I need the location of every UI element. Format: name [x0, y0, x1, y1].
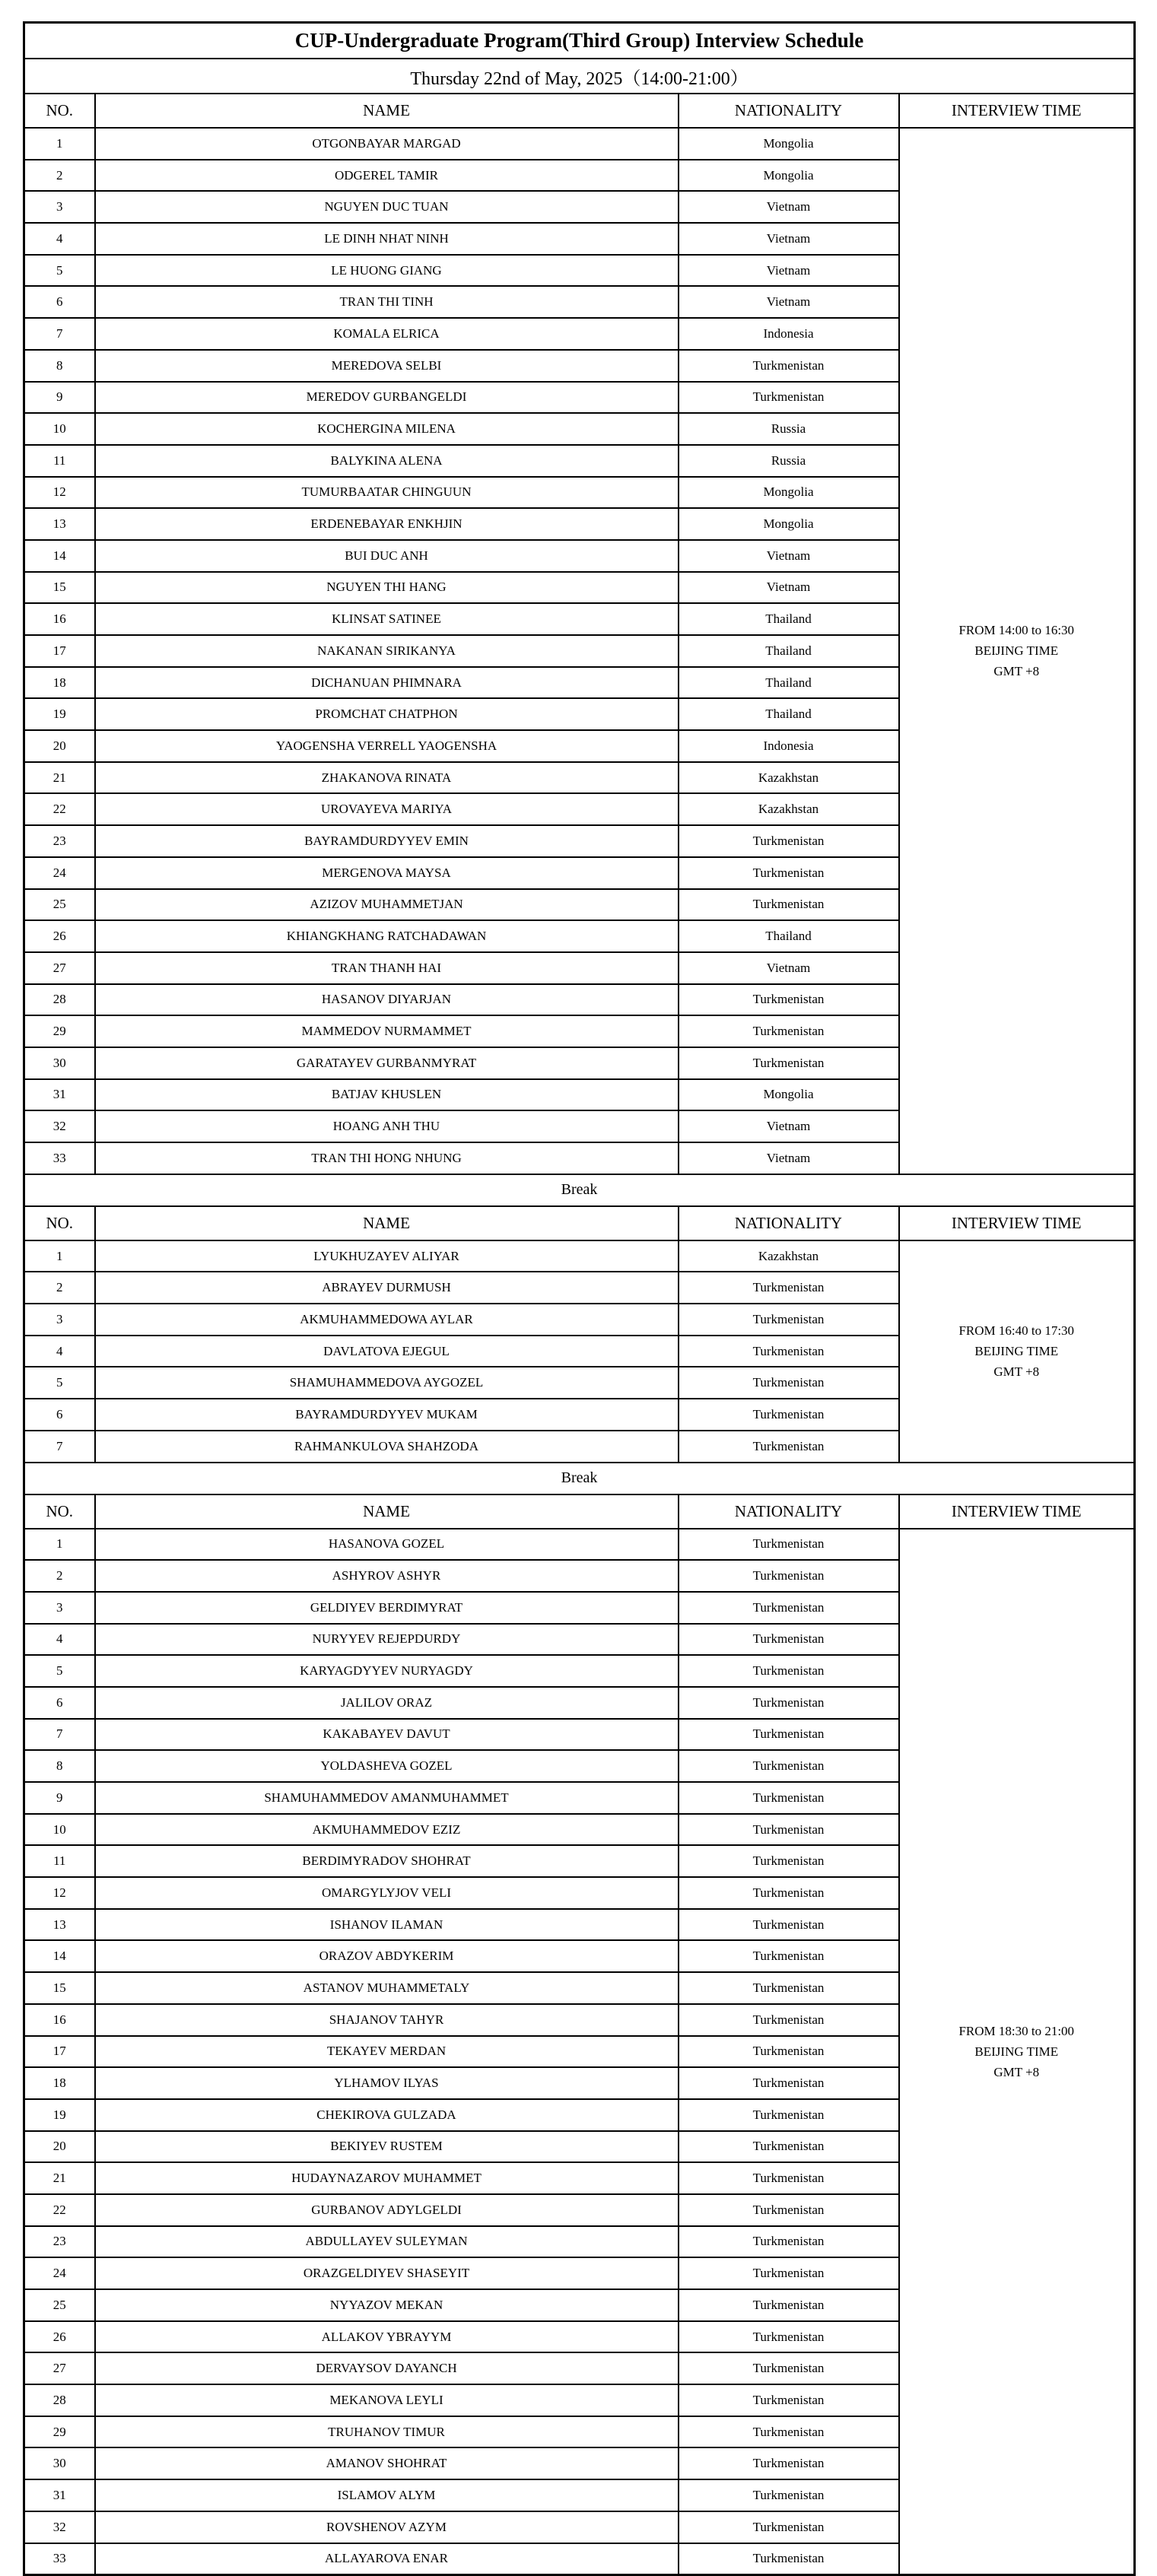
cell-nationality: Turkmenistan: [679, 825, 899, 857]
cell-no: 27: [24, 952, 95, 984]
cell-nationality: Turkmenistan: [679, 1814, 899, 1846]
cell-no: 10: [24, 413, 95, 445]
cell-nationality: Turkmenistan: [679, 1750, 899, 1782]
cell-nationality: Turkmenistan: [679, 2226, 899, 2258]
col-header-interview-time: INTERVIEW TIME: [899, 1494, 1135, 1529]
cell-name: NAKANAN SIRIKANYA: [95, 635, 679, 667]
col-header-name: NAME: [95, 1494, 679, 1529]
cell-nationality: Turkmenistan: [679, 1940, 899, 1972]
cell-nationality: Kazakhstan: [679, 793, 899, 825]
cell-nationality: Russia: [679, 413, 899, 445]
break-row: [24, 1174, 1135, 1206]
cell-name: PROMCHAT CHATPHON: [95, 698, 679, 730]
cell-no: 15: [24, 1972, 95, 2004]
cell-name: BUI DUC ANH: [95, 540, 679, 572]
cell-nationality: Turkmenistan: [679, 2194, 899, 2226]
cell-name: HUDAYNAZAROV MUHAMMET: [95, 2162, 679, 2194]
break-row: [24, 1463, 1135, 1494]
cell-name: MEREDOV GURBANGELDI: [95, 382, 679, 414]
cell-no: 3: [24, 1304, 95, 1336]
cell-nationality: Vietnam: [679, 952, 899, 984]
cell-no: 2: [24, 160, 95, 192]
cell-nationality: Turkmenistan: [679, 1047, 899, 1079]
cell-name: HOANG ANH THU: [95, 1110, 679, 1142]
cell-no: 33: [24, 2543, 95, 2575]
cell-no: 9: [24, 1782, 95, 1814]
cell-nationality: Turkmenistan: [679, 1560, 899, 1592]
cell-no: 33: [24, 1142, 95, 1174]
cell-name: ZHAKANOVA RINATA: [95, 762, 679, 794]
cell-nationality: Thailand: [679, 698, 899, 730]
cell-nationality: Turkmenistan: [679, 1336, 899, 1367]
cell-nationality: Turkmenistan: [679, 2257, 899, 2289]
cell-no: 7: [24, 1719, 95, 1751]
cell-name: BEKIYEV RUSTEM: [95, 2131, 679, 2163]
schedule-title: CUP-Undergraduate Program(Third Group) Interview Schedule: [24, 23, 1135, 59]
cell-nationality: Turkmenistan: [679, 1845, 899, 1877]
cell-no: 25: [24, 889, 95, 921]
cell-nationality: Turkmenistan: [679, 2543, 899, 2575]
cell-name: ORAZGELDIYEV SHASEYIT: [95, 2257, 679, 2289]
cell-no: 13: [24, 1909, 95, 1941]
cell-nationality: Turkmenistan: [679, 1782, 899, 1814]
cell-no: 30: [24, 2447, 95, 2479]
cell-no: 31: [24, 1079, 95, 1111]
cell-name: ABDULLAYEV SULEYMAN: [95, 2226, 679, 2258]
cell-name: AMANOV SHOHRAT: [95, 2447, 679, 2479]
cell-no: 30: [24, 1047, 95, 1079]
col-header-interview-time: INTERVIEW TIME: [899, 94, 1135, 128]
header-row: [24, 1494, 1135, 1529]
cell-name: TRUHANOV TIMUR: [95, 2416, 679, 2448]
cell-no: 29: [24, 2416, 95, 2448]
cell-no: 26: [24, 2321, 95, 2353]
cell-no: 5: [24, 1367, 95, 1399]
cell-no: 16: [24, 603, 95, 635]
cell-nationality: Turkmenistan: [679, 2479, 899, 2511]
cell-no: 2: [24, 1560, 95, 1592]
cell-no: 32: [24, 2511, 95, 2543]
cell-name: OTGONBAYAR MARGAD: [95, 128, 679, 160]
cell-nationality: Turkmenistan: [679, 1719, 899, 1751]
cell-nationality: Turkmenistan: [679, 350, 899, 382]
cell-name: NURYYEV REJEPDURDY: [95, 1624, 679, 1656]
cell-no: 13: [24, 508, 95, 540]
break-row-label: Break: [24, 1174, 1135, 1206]
cell-name: GURBANOV ADYLGELDI: [95, 2194, 679, 2226]
cell-nationality: Indonesia: [679, 318, 899, 350]
cell-name: TUMURBAATAR CHINGUUN: [95, 477, 679, 509]
cell-no: 12: [24, 1877, 95, 1909]
cell-nationality: Turkmenistan: [679, 1272, 899, 1304]
cell-no: 14: [24, 540, 95, 572]
cell-name: LE HUONG GIANG: [95, 255, 679, 287]
col-header-no: NO.: [24, 1206, 95, 1240]
cell-no: 20: [24, 730, 95, 762]
cell-no: 4: [24, 1624, 95, 1656]
cell-name: ASTANOV MUHAMMETALY: [95, 1972, 679, 2004]
cell-nationality: Turkmenistan: [679, 1972, 899, 2004]
cell-nationality: Turkmenistan: [679, 2352, 899, 2384]
cell-no: 28: [24, 2384, 95, 2416]
cell-no: 6: [24, 286, 95, 318]
table-row: [24, 1529, 1135, 1561]
cell-name: TRAN THANH HAI: [95, 952, 679, 984]
cell-nationality: Mongolia: [679, 477, 899, 509]
cell-no: 16: [24, 2004, 95, 2036]
cell-name: AZIZOV MUHAMMETJAN: [95, 889, 679, 921]
cell-nationality: Turkmenistan: [679, 1624, 899, 1656]
cell-name: RAHMANKULOVA SHAHZODA: [95, 1431, 679, 1463]
cell-name: TRAN THI TINH: [95, 286, 679, 318]
cell-name: OMARGYLYJOV VELI: [95, 1877, 679, 1909]
cell-name: KOCHERGINA MILENA: [95, 413, 679, 445]
cell-nationality: Turkmenistan: [679, 1655, 899, 1687]
cell-name: KOMALA ELRICA: [95, 318, 679, 350]
cell-nationality: Turkmenistan: [679, 2099, 899, 2131]
cell-nationality: Mongolia: [679, 128, 899, 160]
cell-no: 17: [24, 635, 95, 667]
cell-nationality: Mongolia: [679, 508, 899, 540]
cell-nationality: Turkmenistan: [679, 2131, 899, 2163]
cell-name: MAMMEDOV NURMAMMET: [95, 1015, 679, 1047]
cell-name: GELDIYEV BERDIMYRAT: [95, 1592, 679, 1624]
cell-no: 4: [24, 1336, 95, 1367]
cell-no: 21: [24, 2162, 95, 2194]
cell-nationality: Turkmenistan: [679, 2162, 899, 2194]
cell-name: YLHAMOV ILYAS: [95, 2067, 679, 2099]
cell-name: ABRAYEV DURMUSH: [95, 1272, 679, 1304]
header-row: [24, 94, 1135, 128]
cell-name: HASANOV DIYARJAN: [95, 984, 679, 1016]
cell-nationality: Turkmenistan: [679, 1431, 899, 1463]
cell-name: AKMUHAMMEDOV EZIZ: [95, 1814, 679, 1846]
cell-no: 28: [24, 984, 95, 1016]
cell-no: 24: [24, 2257, 95, 2289]
cell-nationality: Turkmenistan: [679, 889, 899, 921]
cell-no: 26: [24, 920, 95, 952]
cell-nationality: Turkmenistan: [679, 2447, 899, 2479]
cell-no: 9: [24, 382, 95, 414]
cell-name: MEREDOVA SELBI: [95, 350, 679, 382]
cell-name: BAYRAMDURDYYEV EMIN: [95, 825, 679, 857]
cell-name: JALILOV ORAZ: [95, 1687, 679, 1719]
cell-name: BAYRAMDURDYYEV MUKAM: [95, 1399, 679, 1431]
col-header-no: NO.: [24, 94, 95, 128]
cell-no: 14: [24, 1940, 95, 1972]
cell-no: 7: [24, 1431, 95, 1463]
col-header-no: NO.: [24, 1494, 95, 1529]
interview-time-line: BEIJING TIME: [974, 1344, 1059, 1358]
col-header-name: NAME: [95, 94, 679, 128]
cell-name: NGUYEN DUC TUAN: [95, 191, 679, 223]
cell-name: NYYAZOV MEKAN: [95, 2289, 679, 2321]
interview-time-line: GMT +8: [993, 2064, 1040, 2079]
cell-nationality: Turkmenistan: [679, 2004, 899, 2036]
break-row-label: Break: [24, 1463, 1135, 1494]
cell-no: 19: [24, 2099, 95, 2131]
interview-time-line: FROM 14:00 to 16:30: [958, 623, 1075, 638]
interview-time-line: FROM 16:40 to 17:30: [958, 1323, 1075, 1338]
interview-time-line: BEIJING TIME: [974, 2044, 1059, 2059]
cell-no: 27: [24, 2352, 95, 2384]
cell-nationality: Turkmenistan: [679, 984, 899, 1016]
cell-name: SHAMUHAMMEDOVA AYGOZEL: [95, 1367, 679, 1399]
cell-no: 5: [24, 255, 95, 287]
cell-no: 15: [24, 572, 95, 604]
cell-name: MERGENOVA MAYSA: [95, 857, 679, 889]
cell-no: 20: [24, 2131, 95, 2163]
interview-time-line: FROM 18:30 to 21:00: [958, 2023, 1075, 2038]
cell-nationality: Vietnam: [679, 223, 899, 255]
cell-name: CHEKIROVA GULZADA: [95, 2099, 679, 2131]
cell-nationality: Turkmenistan: [679, 1909, 899, 1941]
cell-nationality: Turkmenistan: [679, 2321, 899, 2353]
cell-nationality: Turkmenistan: [679, 2289, 899, 2321]
cell-no: 3: [24, 191, 95, 223]
col-header-name: NAME: [95, 1206, 679, 1240]
cell-no: 4: [24, 223, 95, 255]
cell-no: 6: [24, 1687, 95, 1719]
cell-no: 3: [24, 1592, 95, 1624]
cell-nationality: Thailand: [679, 667, 899, 699]
cell-nationality: Turkmenistan: [679, 1367, 899, 1399]
cell-name: ROVSHENOV AZYM: [95, 2511, 679, 2543]
title-row: [24, 23, 1135, 59]
cell-name: MEKANOVA LEYLI: [95, 2384, 679, 2416]
cell-no: 18: [24, 667, 95, 699]
cell-name: YOLDASHEVA GOZEL: [95, 1750, 679, 1782]
interview-time-cell: [899, 1529, 1135, 2575]
cell-nationality: Vietnam: [679, 1110, 899, 1142]
cell-nationality: Turkmenistan: [679, 1877, 899, 1909]
cell-name: SHAJANOV TAHYR: [95, 2004, 679, 2036]
col-header-nationality: NATIONALITY: [679, 1206, 899, 1240]
cell-nationality: Thailand: [679, 635, 899, 667]
cell-no: 11: [24, 445, 95, 477]
cell-name: HASANOVA GOZEL: [95, 1529, 679, 1561]
cell-nationality: Turkmenistan: [679, 857, 899, 889]
cell-nationality: Turkmenistan: [679, 1304, 899, 1336]
date-row: [24, 59, 1135, 94]
cell-nationality: Vietnam: [679, 572, 899, 604]
cell-nationality: Vietnam: [679, 286, 899, 318]
cell-name: GARATAYEV GURBANMYRAT: [95, 1047, 679, 1079]
cell-name: LE DINH NHAT NINH: [95, 223, 679, 255]
cell-nationality: Turkmenistan: [679, 2384, 899, 2416]
cell-no: 5: [24, 1655, 95, 1687]
cell-name: KAKABAYEV DAVUT: [95, 1719, 679, 1751]
cell-name: TEKAYEV MERDAN: [95, 2036, 679, 2068]
cell-nationality: Russia: [679, 445, 899, 477]
cell-nationality: Turkmenistan: [679, 2067, 899, 2099]
interview-time-cell: [899, 128, 1135, 1174]
table-row: [24, 1240, 1135, 1272]
cell-no: 22: [24, 2194, 95, 2226]
cell-nationality: Kazakhstan: [679, 1240, 899, 1272]
cell-no: 2: [24, 1272, 95, 1304]
cell-no: 17: [24, 2036, 95, 2068]
cell-name: AKMUHAMMEDOWA AYLAR: [95, 1304, 679, 1336]
cell-nationality: Vietnam: [679, 540, 899, 572]
cell-no: 1: [24, 1529, 95, 1561]
cell-nationality: Turkmenistan: [679, 1529, 899, 1561]
cell-name: ISLAMOV ALYM: [95, 2479, 679, 2511]
cell-no: 25: [24, 2289, 95, 2321]
header-row: [24, 1206, 1135, 1240]
cell-no: 10: [24, 1814, 95, 1846]
cell-name: TRAN THI HONG NHUNG: [95, 1142, 679, 1174]
cell-nationality: Vietnam: [679, 1142, 899, 1174]
cell-name: ALLAYAROVA ENAR: [95, 2543, 679, 2575]
cell-name: UROVAYEVA MARIYA: [95, 793, 679, 825]
cell-name: KARYAGDYYEV NURYAGDY: [95, 1655, 679, 1687]
cell-nationality: Thailand: [679, 920, 899, 952]
col-header-interview-time: INTERVIEW TIME: [899, 1206, 1135, 1240]
schedule-date: Thursday 22nd of May, 2025（14:00-21:00）: [24, 59, 1135, 94]
cell-no: 6: [24, 1399, 95, 1431]
cell-name: LYUKHUZAYEV ALIYAR: [95, 1240, 679, 1272]
interview-time-line: GMT +8: [993, 1364, 1040, 1380]
cell-name: DERVAYSOV DAYANCH: [95, 2352, 679, 2384]
cell-no: 24: [24, 857, 95, 889]
cell-no: 23: [24, 825, 95, 857]
cell-no: 1: [24, 1240, 95, 1272]
cell-no: 8: [24, 350, 95, 382]
cell-name: BALYKINA ALENA: [95, 445, 679, 477]
cell-no: 23: [24, 2226, 95, 2258]
cell-no: 7: [24, 318, 95, 350]
cell-nationality: Turkmenistan: [679, 382, 899, 414]
cell-nationality: Mongolia: [679, 1079, 899, 1111]
cell-name: ALLAKOV YBRAYYM: [95, 2321, 679, 2353]
cell-name: KHIANGKHANG RATCHADAWAN: [95, 920, 679, 952]
cell-no: 22: [24, 793, 95, 825]
col-header-nationality: NATIONALITY: [679, 1494, 899, 1529]
cell-nationality: Turkmenistan: [679, 2036, 899, 2068]
cell-nationality: Turkmenistan: [679, 1399, 899, 1431]
cell-no: 29: [24, 1015, 95, 1047]
cell-name: ODGEREL TAMIR: [95, 160, 679, 192]
cell-name: SHAMUHAMMEDOV AMANMUHAMMET: [95, 1782, 679, 1814]
cell-nationality: Kazakhstan: [679, 762, 899, 794]
cell-no: 18: [24, 2067, 95, 2099]
cell-no: 1: [24, 128, 95, 160]
cell-nationality: Mongolia: [679, 160, 899, 192]
interview-time-line: BEIJING TIME: [974, 643, 1059, 659]
cell-name: BERDIMYRADOV SHOHRAT: [95, 1845, 679, 1877]
cell-name: ERDENEBAYAR ENKHJIN: [95, 508, 679, 540]
cell-nationality: Turkmenistan: [679, 1687, 899, 1719]
cell-nationality: Turkmenistan: [679, 1592, 899, 1624]
cell-no: 11: [24, 1845, 95, 1877]
cell-nationality: Vietnam: [679, 255, 899, 287]
cell-name: ISHANOV ILAMAN: [95, 1909, 679, 1941]
interview-schedule-table: [23, 21, 1136, 2576]
cell-name: NGUYEN THI HANG: [95, 572, 679, 604]
cell-no: 19: [24, 698, 95, 730]
cell-no: 31: [24, 2479, 95, 2511]
table-row: [24, 128, 1135, 160]
cell-no: 32: [24, 1110, 95, 1142]
cell-no: 8: [24, 1750, 95, 1782]
cell-nationality: Indonesia: [679, 730, 899, 762]
cell-name: BATJAV KHUSLEN: [95, 1079, 679, 1111]
cell-nationality: Turkmenistan: [679, 2511, 899, 2543]
cell-name: YAOGENSHA VERRELL YAOGENSHA: [95, 730, 679, 762]
cell-name: ASHYROV ASHYR: [95, 1560, 679, 1592]
cell-nationality: Vietnam: [679, 191, 899, 223]
cell-nationality: Turkmenistan: [679, 2416, 899, 2448]
cell-name: DICHANUAN PHIMNARA: [95, 667, 679, 699]
cell-no: 12: [24, 477, 95, 509]
interview-time-cell: [899, 1240, 1135, 1463]
cell-nationality: Turkmenistan: [679, 1015, 899, 1047]
interview-time-line: GMT +8: [993, 664, 1040, 679]
cell-name: DAVLATOVA EJEGUL: [95, 1336, 679, 1367]
col-header-nationality: NATIONALITY: [679, 94, 899, 128]
cell-nationality: Thailand: [679, 603, 899, 635]
cell-name: KLINSAT SATINEE: [95, 603, 679, 635]
cell-name: ORAZOV ABDYKERIM: [95, 1940, 679, 1972]
cell-no: 21: [24, 762, 95, 794]
